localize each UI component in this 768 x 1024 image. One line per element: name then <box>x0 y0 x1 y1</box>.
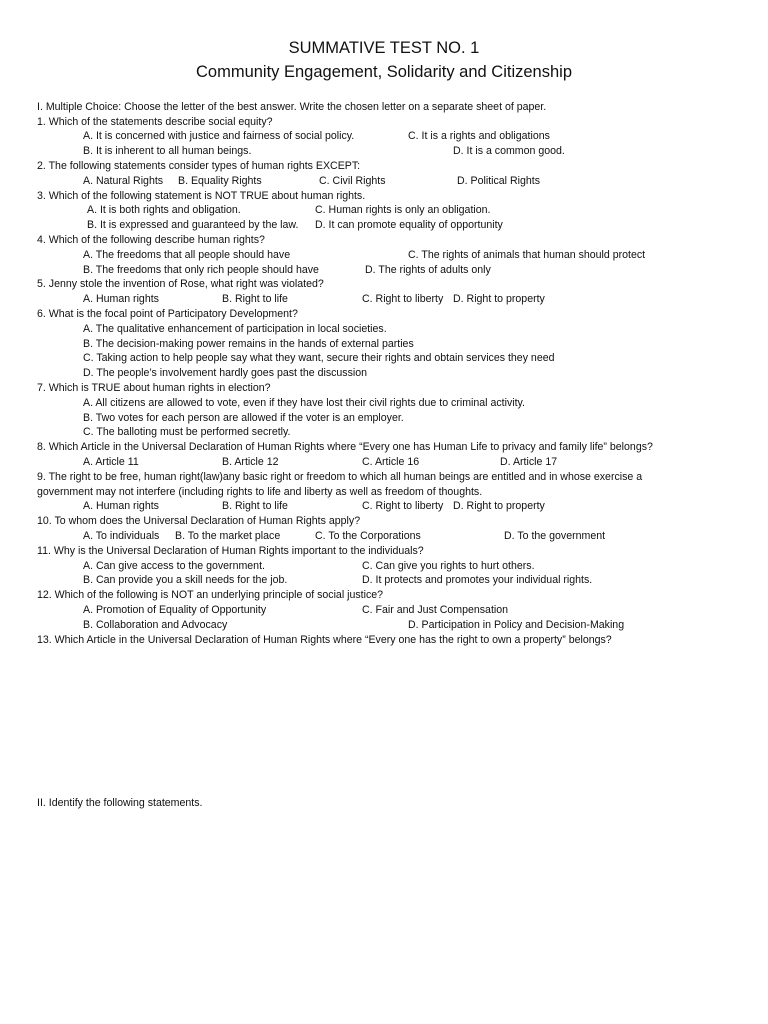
answer-option: D. To the government <box>504 529 606 542</box>
answer-option: A. Human rights <box>83 500 159 513</box>
answer-option: D. It protects and promotes your individual rights. <box>362 574 593 587</box>
page-subtitle: Community Engagement, Solidarity and Citizenship <box>195 63 573 81</box>
part1-instruction: I. Multiple Choice: Choose the letter of the best answer. Write the chosen letter on a separate sheet of paper. <box>37 101 547 113</box>
question-text: 5. Jenny stole the invention of Rose, what right was violated? <box>37 278 324 291</box>
question-text: 13. Which Article in the Universal Declaration of Human Rights where “Every one has the right to own a property” belongs? <box>37 633 612 646</box>
answer-option: B. Equality Rights <box>178 174 262 187</box>
answer-option: C. Taking action to help people say what they want, secure their rights and obtain services they need <box>83 352 555 365</box>
answer-option: A. Can give access to the government. <box>83 559 265 572</box>
answer-option: B. Two votes for each person are allowed if the voter is an employer. <box>83 411 404 424</box>
answer-option: B. To the market place <box>175 529 281 542</box>
answer-option: B. The decision-making power remains in the hands of external parties <box>83 337 414 350</box>
question-text: 12. Which of the following is NOT an underlying principle of social justice? <box>37 589 384 602</box>
answer-option: D. It can promote equality of opportunity <box>315 219 503 232</box>
answer-option: C. Can give you rights to hurt others. <box>362 559 535 572</box>
answer-option: A. Article 11 <box>83 455 139 468</box>
answer-option: D. The rights of adults only <box>365 263 491 276</box>
answer-option: B. Article 12 <box>222 455 279 468</box>
question-text: 2. The following statements consider types of human rights EXCEPT: <box>37 159 361 172</box>
answer-option: B. Right to life <box>222 500 288 513</box>
answer-option: D. Political Rights <box>457 174 541 187</box>
question-text: 6. What is the focal point of Participatory Development? <box>37 307 298 320</box>
question-text: 1. Which of the statements describe social equity? <box>37 115 273 128</box>
answer-option: C. To the Corporations <box>315 529 421 542</box>
question-text: 3. Which of the following statement is NOT TRUE about human rights. <box>37 189 366 202</box>
answer-option: A. The freedoms that all people should have <box>83 248 291 261</box>
answer-option: C. Article 16 <box>362 455 420 468</box>
answer-option: D. Participation in Policy and Decision-Making <box>408 618 625 631</box>
answer-option: C. Civil Rights <box>319 174 386 187</box>
page-title: SUMMATIVE TEST NO. 1 <box>288 39 480 57</box>
question-text: 4. Which of the following describe human rights? <box>37 233 265 246</box>
answer-option: D. It is a common good. <box>453 145 565 158</box>
question-text-continued: government may not interfere (including rights to life and liberty as well as freedom of thoughts. <box>37 485 483 498</box>
answer-option: A. It is both rights and obligation. <box>87 204 241 217</box>
answer-option: D. Right to property <box>453 500 545 513</box>
answer-option: C. The rights of animals that human should protect <box>408 248 646 261</box>
answer-option: C. Right to liberty <box>362 500 444 513</box>
answer-option: A. It is concerned with justice and fairness of social policy. <box>83 130 355 143</box>
answer-option: A. Promotion of Equality of Opportunity <box>83 603 267 616</box>
answer-option: A. All citizens are allowed to vote, even if they have lost their civil rights due to criminal activity. <box>83 396 525 409</box>
question-text: 7. Which is TRUE about human rights in election? <box>37 381 271 394</box>
answer-option: B. Can provide you a skill needs for the job. <box>83 574 288 587</box>
answer-option: C. It is a rights and obligations <box>408 130 550 143</box>
answer-option: B. It is inherent to all human beings. <box>83 145 252 158</box>
answer-option: C. Fair and Just Compensation <box>362 603 509 616</box>
part2-instruction: II. Identify the following statements. <box>37 797 203 809</box>
answer-option: B. Collaboration and Advocacy <box>83 618 228 631</box>
answer-option: A. Natural Rights <box>83 174 164 187</box>
answer-option: C. Right to liberty <box>362 293 444 306</box>
answer-option: D. The people’s involvement hardly goes past the discussion <box>83 367 368 380</box>
answer-option: C. The balloting must be performed secretly. <box>83 426 291 439</box>
question-text: 9. The right to be free, human right(law)any basic right or freedom to which all human beings are entitled and in whose exercise a <box>37 470 643 483</box>
answer-option: B. It is expressed and guaranteed by the law. <box>87 219 299 232</box>
question-text: 8. Which Article in the Universal Declaration of Human Rights where “Every one has Human Life to privacy and family life” belongs? <box>37 441 653 454</box>
question-text: 11. Why is the Universal Declaration of Human Rights important to the individuals? <box>37 544 424 557</box>
answer-option: A. Human rights <box>83 293 159 306</box>
answer-option: B. The freedoms that only rich people should have <box>83 263 319 276</box>
answer-option: C. Human rights is only an obligation. <box>315 204 491 217</box>
answer-option: A. The qualitative enhancement of participation in local societies. <box>83 322 387 335</box>
answer-option: D. Right to property <box>453 293 545 306</box>
answer-option: D. Article 17 <box>500 455 558 468</box>
question-text: 10. To whom does the Universal Declaration of Human Rights apply? <box>37 515 361 528</box>
answer-option: A. To individuals <box>83 529 160 542</box>
answer-option: B. Right to life <box>222 293 288 306</box>
